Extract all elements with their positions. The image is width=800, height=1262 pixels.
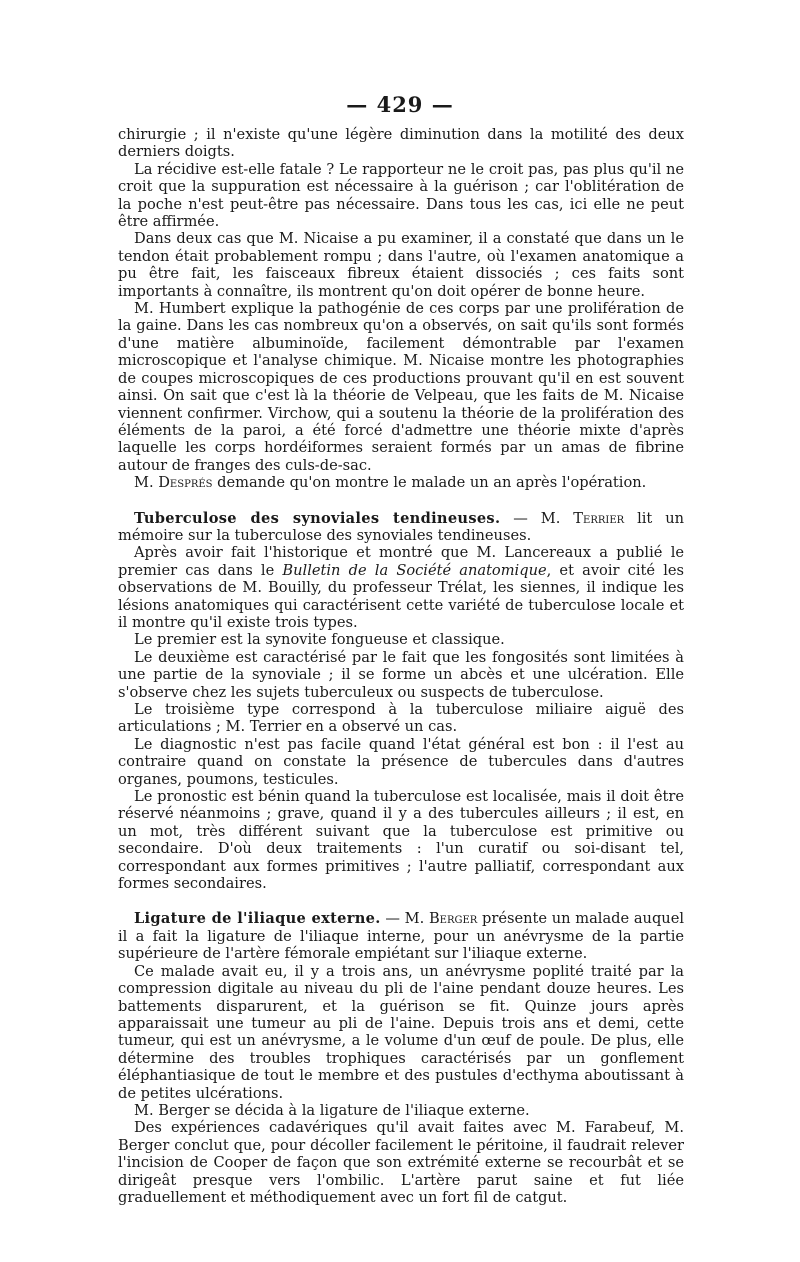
section-title: Tuberculose des synoviales tendineuses. [134,509,501,527]
journal-title: Bulletin de la Société anatomique [282,561,547,579]
section-gap [118,892,684,910]
paragraph: Le deuxième est caractérisé par le fait que les fongosités sont limitées à une partie de la synoviale ; il se forme un abcès et une ulcération. Elle s'observe chez les sujets tuberculeux ou suspects de tuberculose. [118,648,684,701]
text-run: demande qu'on montre le malade un an après l'opération. [212,474,647,492]
author-name: Berger [428,910,478,928]
paragraph: chirurgie ; il n'existe qu'une légère diminution dans la motilité des deux derniers doigts. [118,126,684,161]
text-run: — M. [500,509,574,527]
section-gap [118,492,684,510]
author-name: Terrier [573,509,625,527]
paragraph: Le troisième type correspond à la tuberculose miliaire aiguë des articulations ; M. Terrier en a observé un cas. [118,701,684,736]
paragraph: M. Humbert explique la pathogénie de ces corps par une prolifération de la gaine. Dans les cas nombreux qu'on a observés, on sait qu'ils sont formés d'une matière albuminoïde, facilement démontrable par l'examen microscopique et l'analyse chimique. M. Nicaise montre les photographies de coupes microscopiques de ces productions prouvant qu'il en est souvent ainsi. On sait que c'est là la théorie de Velpeau, que les faits de M. Nicaise viennent confirmer. Virchow, qui a soutenu la théorie de la prolifération des éléments de la paroi, a été forcé d'admettre une théorie mixte d'après laquelle les corps hordéiformes seraient formés par un amas de fibrine autour de franges des culs-de-sac. [118,300,684,474]
section-lead [118,910,684,962]
paragraph: La récidive est-elle fatale ? Le rapporteur ne le croit pas, pas plus qu'il ne croit que la suppuration est nécessaire à la guérison ; car l'oblitération de la poche n'est peut-être pas nécessaire. Dans tous les cas, ici elle ne peut être affirmée. [118,160,684,231]
paragraph: Des expériences cadavériques qu'il avait faites avec M. Farabeuf, M. Berger conclut que, pour décoller facilement le péritoine, il faudrait relever l'incision de Cooper de façon que son extrémité externe se recourbât et se dirigeât presque vers l'ombilic. L'artère parut saine et fut liée graduellement et méthodiquement avec un fort fil de catgut. [118,1119,684,1206]
paragraph: Le diagnostic n'est pas facile quand l'état général est bon : il l'est au contraire quand on constate la présence de tubercules dans d'autres organes, poumons, testicules. [118,735,684,788]
paragraph: Le pronostic est bénin quand la tuberculose est localisée, mais il doit être réservé néanmoins ; grave, quand il y a des tubercules ailleurs ; il est, en un mot, très différent suivant que la tuberculose est primitive ou secondaire. D'où deux traitements : l'un curatif ou soi-disant tel, correspondant aux formes primitives ; l'autre palliatif, correspondant aux formes secondaires. [118,788,684,893]
section-lead [118,510,684,545]
section-title: Ligature de l'iliaque externe. [134,910,381,928]
text-run: — M. [380,910,429,928]
author-name: Després [158,474,213,492]
text-run: M. [134,474,159,492]
text-run: , et avoir cité les observations de M. Bouilly, du professeur Trélat, les siennes, il indique les lésions anatomiques qui caractérisent cette variété de tuberculose locale et il montre qu'il existe trois types. [118,561,684,631]
paragraph: Dans deux cas que M. Nicaise a pu examiner, il a constaté que dans un le tendon était probablement rompu ; dans l'autre, où l'examen anatomique a pu être fait, les faisceaux fibreux étaient dissociés ; ces faits sont importants à connaître, ils montrent qu'on doit opérer de bonne heure. [118,230,684,300]
paragraph [118,544,684,631]
text-run: lit un mémoire sur la tuberculose des synoviales tendineuses. [118,509,685,544]
paragraph: M. Berger se décida à la ligature de l'iliaque externe. [134,1101,530,1119]
paragraph: Ce malade avait eu, il y a trois ans, un anévrysme poplité traité par la compression digitale au niveau du pli de l'aine pendant douze heures. Les battements disparurent, et la guérison se fit. Quinze jours après apparaissait une tumeur au pli de l'aine. Depuis trois ans et demi, cette tumeur, qui est un anévrysme, a le volume d'un œuf de poule. De plus, elle détermine des troubles trophiques caractérisés par un gonflement éléphantiasique de tout le membre et des pustules d'ecthyma aboutissant à de petites ulcérations. [118,962,684,1102]
page-number: — 429 — [346,92,454,117]
body-text [118,126,684,1206]
text-run: Après avoir fait l'historique et montré que M. Lancereaux a publié le premier cas dans le [118,544,684,579]
paragraph [118,474,684,491]
paragraph: Le premier est la synovite fongueuse et classique. [134,631,505,649]
text-run: présente un malade auquel il a fait la ligature de l'iliaque interne, pour un anévrysme de la partie supérieure de l'artère fémorale empiétant sur l'iliaque externe. [118,910,684,963]
